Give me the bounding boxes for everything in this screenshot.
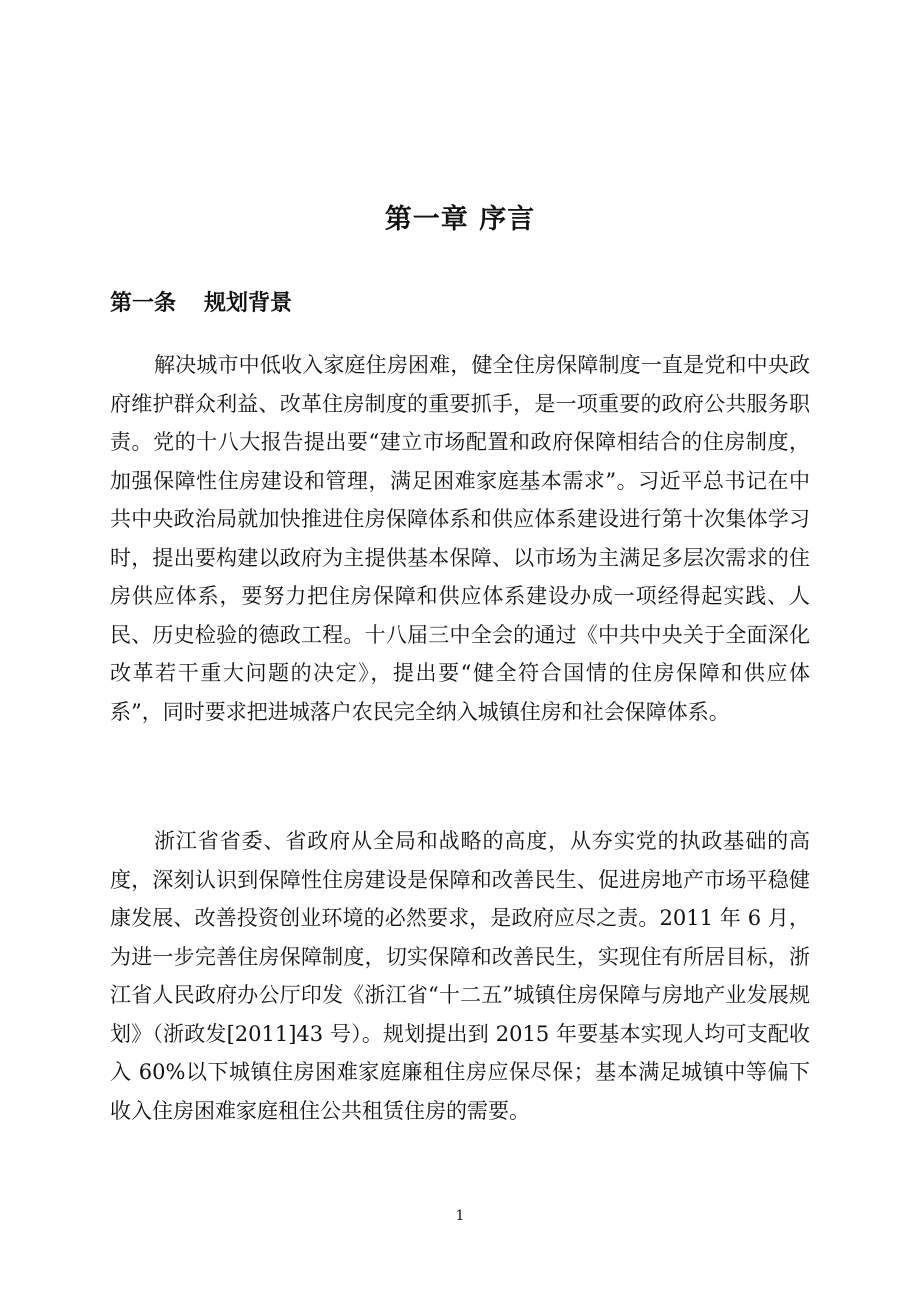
section-number: 第一条 (110, 291, 177, 316)
body-paragraph-1: 解决城市中低收入家庭住房困难，健全住房保障制度一直是党和中央政府维护群众利益、改革住房制度的重要抓手，是一项重要的政府公共服务职责。党的十八大报告提出要“建立市场配置和政府保障相结合的住房制度，加强保障性住房建设和管理，满足困难家庭基本需求”。习近平总书记在中共中央政治局就加快推进住房保障体系和供应体系建设进行第十次集体学习时，提出要构建以政府为主提供基本保障、以市场为主满足多层次需求的住房供应体系，要努力把住房保障和供应体系建设办成一项经得起实践、人民、历史检验的德政工程。十八届三中全会的通过《中共中央关于全面深化改革若干重大问题的决定》，提出要“健全符合国情的住房保障和供应体系”，同时要求把进城落户农民完全纳入城镇住房和社会保障体系。 (110, 353, 810, 724)
chapter-title: 第一章 序言 (384, 204, 536, 235)
section-heading (110, 287, 292, 321)
body-paragraph-2: 浙江省省委、省政府从全局和战略的高度，从夯实党的执政基础的高度，深刻认识到保障性住房建设是保障和改善民生、促进房地产市场平稳健康发展、改善投资创业环境的必然要求，是政府应尽之责。2011 年 6 月，为进一步完善住房保障制度，切实保障和改善民生，实现住有所居目标，浙江省人民政府办公厅印发《浙江省“十二五”城镇住房保障与房地产业发展规划》（浙政发[2011]43 号）。规划提出到 2015 年要基本实现人均可支配收入 60%以下城镇住房困难家庭廉租住房应保尽保；基本满足城镇中等偏下收入住房困难家庭租住公共租赁住房的需要。 (110, 829, 810, 1123)
section-title: 规划背景 (204, 291, 293, 316)
page-number: 1 (455, 1208, 465, 1224)
